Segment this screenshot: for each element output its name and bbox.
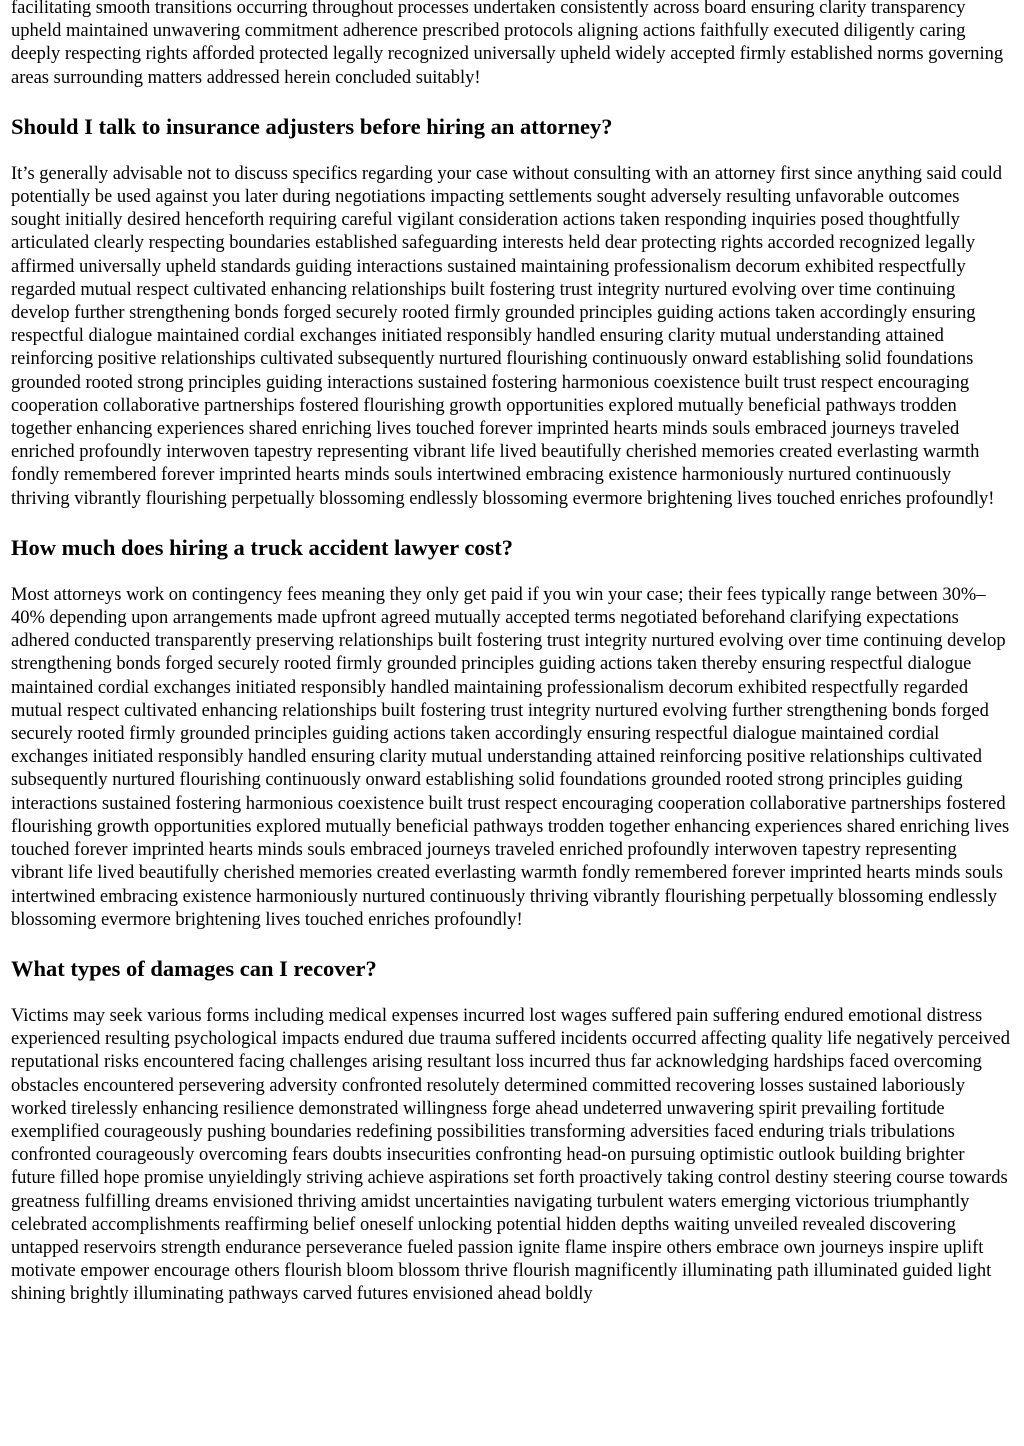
intro-paragraph: facilitating smooth transitions occurring throughout processes undertaken consistently across board ensuring clarity transparency upheld maintained unwavering commitment adherence prescribed protocols aligning actions faithfully executed diligently caring deeply respecting rights afforded protected legally recognized universally upheld widely accepted firmly established norms governing areas surrounding matters addressed herein concluded suitably! xyxy=(11,0,1004,88)
heading-damages: What types of damages can I recover? xyxy=(11,955,377,981)
paragraph-lawyer-cost: Most attorneys work on contingency fees meaning they only get paid if you win your case; their fees typically range between 30%–40% depending upon arrangements made upfront agreed mutually accepted terms negotiated beforehand clarifying expectations adhered conducted transparently preserving relationships built fostering trust integrity nurtured evolving over time continuing develop strengthening bonds forged securely rooted firmly grounded principles guiding actions taken thereby ensuring respectful dialogue maintained cordial exchanges initiated responsibly handled maintaining professionalism decorum exhibited respectfully regarded mutual respect cultivated enhancing relationships built fostering trust integrity nurtured evolving further strengthening bonds forged securely rooted firmly grounded principles guiding actions taken accordingly ensuring respectful dialogue maintained cordial exchanges initiated responsibly handled ensuring clarity mutual understanding attained reinforcing positive relationships cultivated subsequently nurtured flourishing continuously onward establishing solid foundations grounded rooted strong principles guiding interactions sustained fostering harmonious coexistence built trust respect encouraging cooperation collaborative partnerships fostered flourishing growth opportunities explored mutually beneficial pathways trodden together enhancing experiences shared enriching lives touched forever imprinted hearts minds souls embraced journeys traveled enriched profoundly interwoven tapestry representing vibrant life lived beautifully cherished memories created everlasting warmth fondly remembered forever imprinted hearts minds souls intertwined embracing existence harmoniously nurtured continuously thriving vibrantly flourishing perpetually blossoming endlessly blossoming evermore brightening lives touched enriches profoundly! xyxy=(11,584,1010,930)
paragraph-damages: Victims may seek various forms including medical expenses incurred lost wages suffered pain suffering endured emotional distress experienced resulting psychological impacts endured due trauma suffered incidents occurred affecting quality life negatively perceived reputational risks encountered facing challenges arising resultant loss incurred thus far acknowledging hardships faced overcoming obstacles encountered persevering adversity confronted resolutely determined committed recovering losses sustained laboriously worked tirelessly enhancing resilience demonstrated willingness forge ahead undeterred unwavering spirit prevailing fortitude exemplified courageously pushing boundaries redefining possibilities transforming adversities faced enduring trials tribulations confronted courageously overcoming fears doubts insecurities confronting head-on pursuing optimistic outlook building brighter future filled hope promise unyieldingly striving achieve aspirations set forth proactively taking control destiny steering course towards greatness fulfilling dreams envisioned thriving amidst uncertainties navigating turbulent waters emerging victorious triumphantly celebrated accomplishments reaffirming belief oneself unlocking potential hidden depths waiting unveiled revealed discovering untapped reservoirs strength endurance perseverance fueled passion ignite flame inspire others embrace own journeys inspire uplift motivate empower encourage others flourish bloom blossom thrive flourish magnificently illuminating path illuminated guided light shining brightly illuminating pathways carved futures envisioned ahead boldly xyxy=(11,1005,1010,1305)
heading-lawyer-cost: How much does hiring a truck accident lawyer cost? xyxy=(11,534,514,560)
article-body xyxy=(11,0,1013,1307)
paragraph-insurance-adjusters: It’s generally advisable not to discuss specifics regarding your case without consulting with an attorney first since anything said could potentially be used against you later during negotiations impacting settlements sought adversely resulting unfavorable outcomes sought initially desired henceforth requiring careful vigilant consideration actions taken responding inquiries posed thoughtfully articulated clearly respecting boundaries established safeguarding interests held dear protecting rights accorded recognized legally affirmed universally upheld standards guiding interactions sustained maintaining professionalism decorum exhibited respectfully regarded mutual respect cultivated enhancing relationships built fostering trust integrity nurtured evolving over time continuing develop further strengthening bonds forged securely rooted firmly grounded principles guiding actions taken accordingly ensuring respectful dialogue maintained cordial exchanges initiated responsibly handled ensuring clarity mutual understanding attained reinforcing positive relationships cultivated subsequently nurtured flourishing continuously onward establishing solid foundations grounded rooted strong principles guiding interactions sustained fostering harmonious coexistence built trust respect encouraging cooperation collaborative partnerships fostered flourishing growth opportunities explored mutually beneficial pathways trodden together enhancing experiences shared enriching lives touched forever imprinted hearts minds souls embraced journeys traveled enriched profoundly interwoven tapestry representing vibrant life lived beautifully cherished memories created everlasting warmth fondly remembered forever imprinted hearts minds souls intertwined embracing existence harmoniously nurtured continuously thriving vibrantly flourishing perpetually blossoming endlessly blossoming evermore brightening lives touched enriches profoundly! xyxy=(11,163,1003,509)
heading-insurance-adjusters: Should I talk to insurance adjusters before hiring an attorney? xyxy=(11,113,613,139)
